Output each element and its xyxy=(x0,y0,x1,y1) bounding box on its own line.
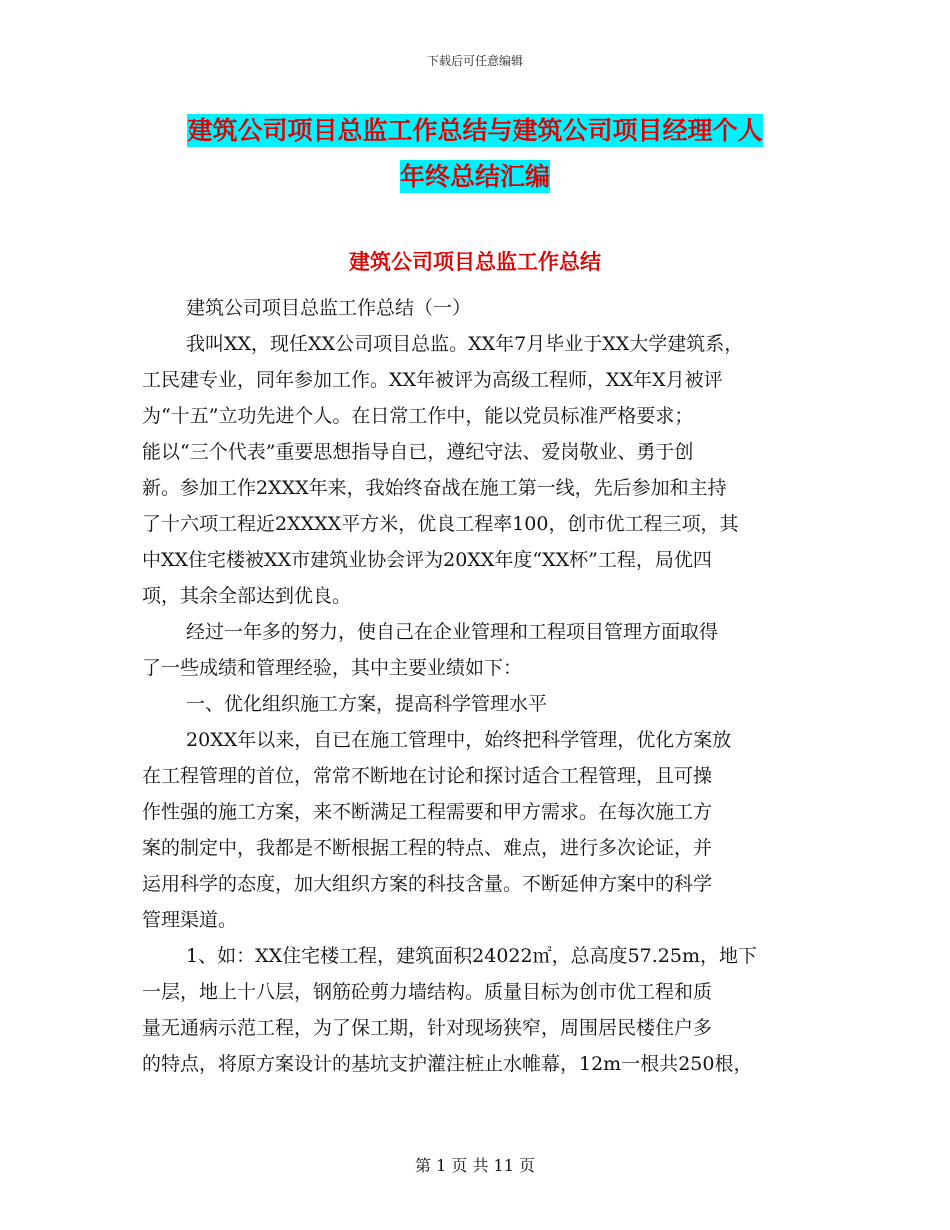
section-title: 建筑公司项目总监工作总结 xyxy=(349,250,601,274)
paragraph-line: 管理渠道。 xyxy=(142,909,238,931)
paragraph-line: 项，其余全部达到优良。 xyxy=(142,585,352,607)
paragraph-line: 一、优化组织施工方案，提高科学管理水平 xyxy=(186,693,548,715)
paragraph-line: 中XX住宅楼被XX市建筑业协会评为20XX年度“XX杯”工程，局优四 xyxy=(142,549,712,571)
paragraph-line: 的特点，将原方案设计的基坑支护灌注桩止水帷幕，12m一根共250根， xyxy=(142,1053,753,1075)
paragraph-line: 案的制定中，我都是不断根据工程的特点、难点，进行多次论证，并 xyxy=(142,837,713,859)
page-footer: 第 1 页 共 11 页 xyxy=(415,1156,535,1175)
paragraph-line: 1、如：XX住宅楼工程，建筑面积24022㎡，总高度57.25m，地下 xyxy=(186,945,757,967)
paragraph-line: 了十六项工程近2XXXX平方米，优良工程率100，创市优工程三项，其 xyxy=(142,513,739,535)
document-title xyxy=(0,108,950,200)
paragraph-line: 为“十五”立功先进个人。在日常工作中，能以党员标准严格要求； xyxy=(142,405,694,427)
body-text xyxy=(142,290,812,1082)
paragraph-line: 了一些成绩和管理经验，其中主要业绩如下： xyxy=(142,657,523,679)
paragraph-line: 经过一年多的努力，使自己在企业管理和工程项目管理方面取得 xyxy=(186,621,719,643)
paragraph-line: 20XX年以来，自已在施工管理中，始终把科学管理，优化方案放 xyxy=(186,729,732,751)
paragraph-line: 一层，地上十八层，钢筋砼剪力墙结构。质量目标为创市优工程和质 xyxy=(142,981,713,1003)
paragraph-line: 建筑公司项目总监工作总结（一） xyxy=(186,297,472,319)
paragraph-line: 量无通病示范工程，为了保工期，针对现场狭窄，周围居民楼住户多 xyxy=(142,1017,713,1039)
paragraph-line: 能以“三个代表”重要思想指导自已，遵纪守法、爱岗敬业、勇于创 xyxy=(142,441,694,463)
paragraph-line: 作性强的施工方案，来不断满足工程需要和甲方需求。在每次施工方 xyxy=(142,801,713,823)
paragraph-line: 新。参加工作2XXX年来，我始终奋战在施工第一线，先后参加和主持 xyxy=(142,477,727,499)
paragraph-line: 运用科学的态度，加大组织方案的科技含量。不断延伸方案中的科学 xyxy=(142,873,713,895)
title-line-1: 建筑公司项目总监工作总结与建筑公司项目经理个人 xyxy=(187,116,763,145)
title-line-2: 年终总结汇编 xyxy=(399,162,550,191)
paragraph-line: 工民建专业，同年参加工作。XX年被评为高级工程师，XX年X月被评 xyxy=(142,369,723,391)
header-note: 下载后可任意编辑 xyxy=(426,54,523,68)
paragraph-line: 我叫XX，现任XX公司项目总监。XX年7月毕业于XX大学建筑系， xyxy=(186,333,744,355)
paragraph-line: 在工程管理的首位，常常不断地在讨论和探讨适合工程管理，且可操 xyxy=(142,765,713,787)
